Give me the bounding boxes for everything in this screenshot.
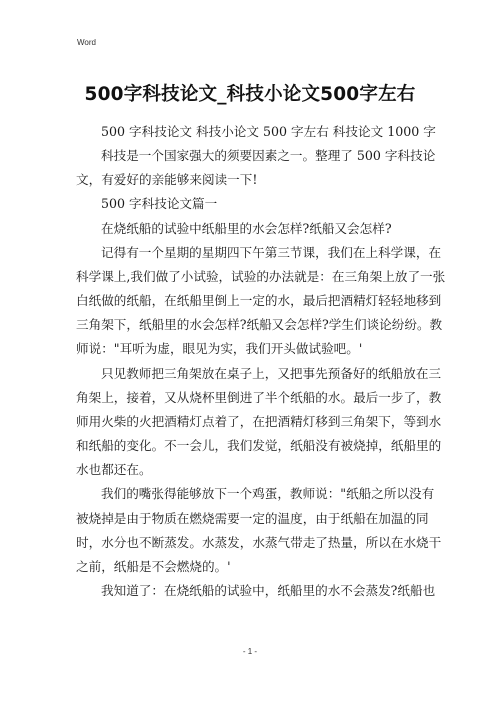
body-line: 我们的嘴张得能够放下一个鸡蛋，教师说："纸船之所以没有 <box>101 486 435 502</box>
body-line: 和纸船的变化。不一会儿，我们发觉，纸船没有被烧掉，纸船里的 <box>76 438 442 454</box>
body-line: 只见教师把三角架放在桌子上，又把事先预备好的纸船放在三 <box>101 365 442 381</box>
body-line: 科技是一个国家强大的须要因素之一。整理了 500 字科技论 <box>101 148 436 164</box>
document-title: 500字科技论文_科技小论文500字左右 <box>84 84 416 105</box>
body-line: 记得有一个星期的星期四下午第三节课，我们在上科学课，在 <box>101 244 442 260</box>
header-label: Word <box>77 38 96 47</box>
body-line: 之前，纸船是不会燃烧的。' <box>76 558 231 574</box>
document-body <box>76 120 446 603</box>
body-line: 被烧掉是由于物质在燃烧需要一定的温度，由于纸船在加温的同 <box>76 510 429 526</box>
body-line: 师说："耳听为虚，眼见为实，我们开头做试验吧。' <box>76 341 363 357</box>
body-line: 时，水分也不断蒸发。水蒸发，水蒸气带走了热量，所以在水烧干 <box>76 534 442 550</box>
body-line: 500 字科技论文篇一 <box>101 196 218 212</box>
page-number: - 1 - <box>242 647 258 656</box>
body-line: 文，有爱好的亲能够来阅读一下! <box>76 172 258 188</box>
body-line: 三角架下，纸船里的水会怎样?纸船又会怎样?学生们谈论纷纷。教 <box>76 317 443 333</box>
body-line: 在烧纸船的试验中纸船里的水会怎样?纸船又会怎样? <box>101 220 392 236</box>
body-line: 科学课上,我们做了小试验，试验的办法就是：在三角架上放了一张 <box>76 268 446 284</box>
body-line: 水也都还在。 <box>76 462 152 478</box>
body-line: 白纸做的纸船，在纸船里倒上一定的水，最后把酒精灯轻轻地移到 <box>76 293 442 309</box>
body-line: 角架上，接着，又从烧杯里倒进了半个纸船的水。最后一步了，教 <box>76 389 442 405</box>
body-line: 我知道了：在烧纸船的试验中，纸船里的水不会蒸发?纸船也 <box>101 582 436 598</box>
body-line: 师用火柴的火把酒精灯点着了，在把酒精灯移到三角架下，等到水 <box>76 413 442 429</box>
body-line: 500 字科技论文 科技小论文 500 字左右 科技论文 1000 字 <box>101 124 436 139</box>
